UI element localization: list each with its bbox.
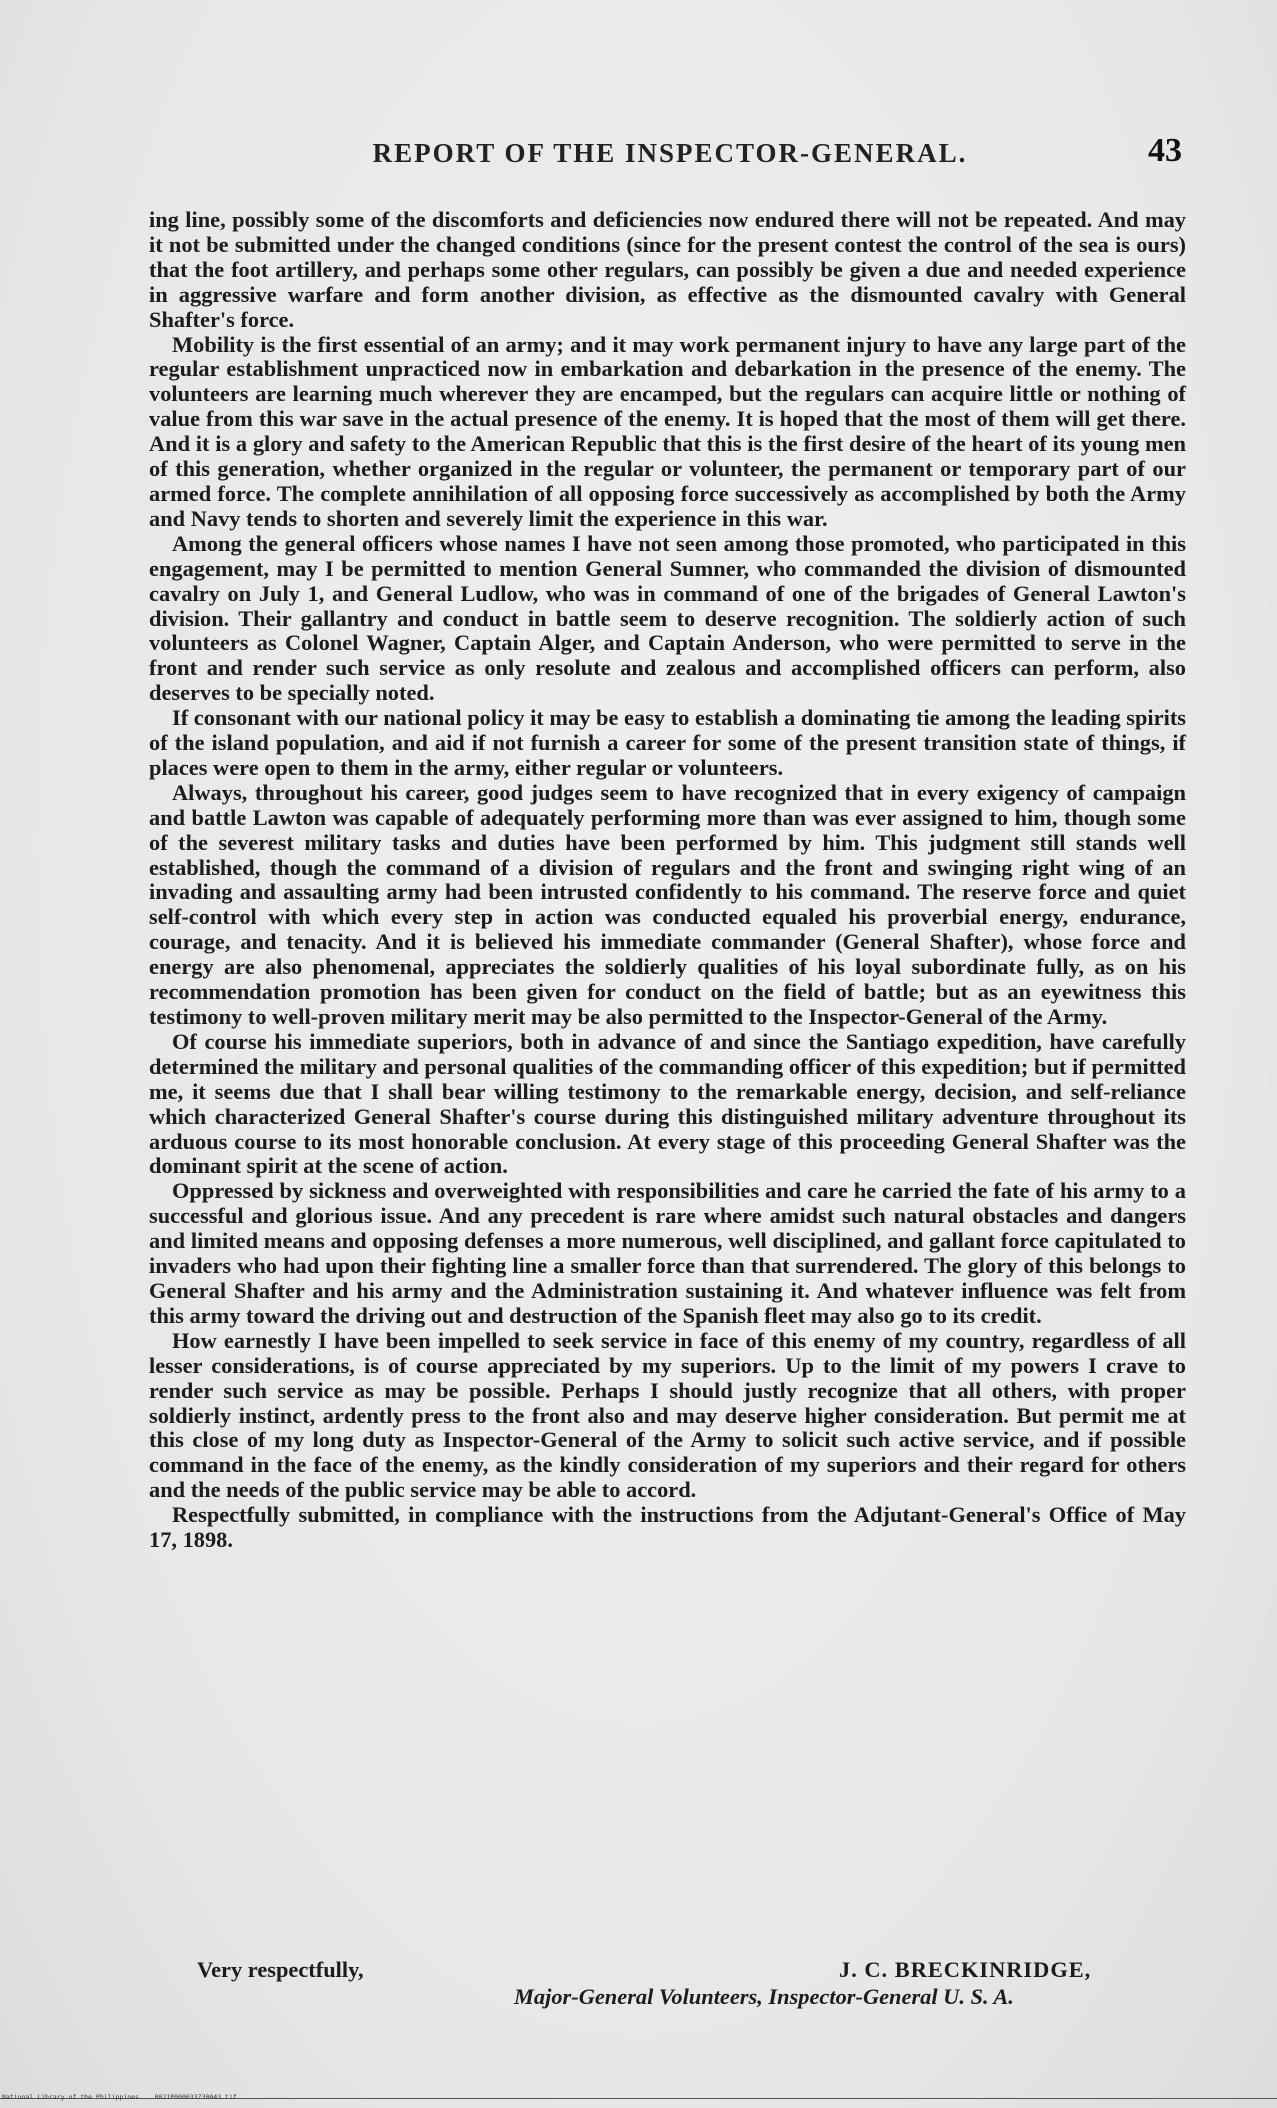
body-paragraph: Always, throughout his career, good judges seem to have recognized that in every exigency of campaign and battle Lawton was capable of adequately performing more than was ever assigned to him, though some of the severest military tasks and duties have been performed by him. This judgment still stands well established, though the command of a division of regulars and the front and swinging right wing of an invading and assaulting army had been intrusted confidently to his command. The reserve force and quiet self-control with which every step in action was conducted equaled his proverbial energy, endurance, courage, and tenacity. And it is believed his immediate commander (General Shafter), whose force and energy are also phenomenal, appreciates the soldierly qualities of his loyal subordinate fully, as on his recommendation promotion has been given for conduct on the field of battle; but as an eyewitness this testimony to well-proven military merit may be also permitted to the Inspector-General of the Army. (149, 779, 1186, 1029)
signature-title: Major-General Volunteers, Inspector-General U. S. A. (514, 1984, 1014, 2009)
scan-footer-note: National Library of the Philippines 0021P000033730043.tif (2, 2093, 237, 2101)
closing-line (149, 1957, 1186, 1983)
report-body (149, 208, 1186, 1553)
body-paragraph: Oppressed by sickness and overweighted with responsibilities and care he carried the fate of his army to a successful and glorious issue. And any precedent is rare where amidst such natural obstacles and dangers and limited means and opposing defenses a more numerous, well disciplined, and gallant force capitulated to invaders who had upon their fighting line a smaller force than that surrendered. The glory of this belongs to General Shafter and his army and the Administration sustaining it. And whatever influence was felt from this army toward the driving out and destruction of the Spanish fleet may also go to its credit. (149, 1178, 1186, 1328)
running-head: REPORT OF THE INSPECTOR-GENERAL. (372, 138, 968, 168)
salutation: Very respectfully, (197, 1957, 364, 1982)
body-paragraph: Of course his immediate superiors, both in advance of and since the Santiago expedition, have carefully determined the military and personal qualities of the commanding officer of this expedition; but if permitted me, it seems due that I shall bear willing testimony to the remarkable energy, decision, and self-reliance which characterized General Shafter's course during this distinguished military adventure throughout its arduous course to its most honorable conclusion. At every stage of this proceeding General Shafter was the dominant spirit at the scene of action. (149, 1028, 1186, 1179)
body-paragraph: If consonant with our national policy it may be easy to establish a dominating tie among the leading spirits of the island population, and aid if not furnish a career for some of the present transition state of things, if places were open to them in the army, either regular or volunteers. (149, 705, 1186, 780)
page-header (150, 132, 1190, 178)
signature-title-line (149, 1984, 1186, 2012)
body-paragraph: Mobility is the first essential of an army; and it may work permanent injury to have any large part of the regular establishment unpracticed now in embarkation and debarkation in the presence of the enemy. The volunteers are learning much wherever they are encamped, but the regulars can acquire little or nothing of value from this war save in the actual presence of the enemy. It is hoped that the most of them will get there. And it is a glory and safety to the American Republic that this is the first desire of the heart of its young men of this generation, whether organized in the regular or volunteer, the permanent or temporary part of our armed force. The complete annihilation of all opposing force successively as accomplished by both the Army and Navy tends to shorten and severely limit the experience in this war. (149, 331, 1186, 531)
page-number: 43 (1148, 132, 1182, 169)
body-paragraph: ing line, possibly some of the discomforts and deficiencies now endured there will not be repeated. And may it not be submitted under the changed conditions (since for the present contest the control of the sea is ours) that the foot artillery, and perhaps some other regulars, can possibly be given a due and needed experience in aggressive warfare and form another division, as effective as the dismounted cavalry with General Shafter's force. (149, 207, 1186, 332)
body-paragraph: Respectfully submitted, in compliance with the instructions from the Adjutant-General's Office of May 17, 1898. (149, 1502, 1186, 1553)
signature: J. C. BRECKINRIDGE, (839, 1957, 1092, 1982)
body-paragraph: Among the general officers whose names I have not seen among those promoted, who participated in this engagement, may I be permitted to mention General Sumner, who commanded the division of dismounted cavalry on July 1, and General Ludlow, who was in command of one of the brigades of General Lawton's division. Their gallantry and conduct in battle seem to deserve recognition. The soldierly action of such volunteers as Colonel Wagner, Captain Alger, and Captain Anderson, who were permitted to serve in the front and render such service as only resolute and zealous and accomplished officers can perform, also deserves to be specially noted. (149, 530, 1186, 706)
body-paragraph: How earnestly I have been impelled to seek service in face of this enemy of my country, regardless of all lesser considerations, is of course appreciated by my superiors. Up to the limit of my powers I crave to render such service as may be possible. Perhaps I should justly recognize that all others, with proper soldierly instinct, ardently press to the front also and may deserve higher consideration. But permit me at this close of my long duty as Inspector-General of the Army to solicit such active service, and if possible command in the face of the enemy, as the kindly consideration of my superiors and their regard for others and the needs of the public service may be able to accord. (149, 1327, 1186, 1503)
